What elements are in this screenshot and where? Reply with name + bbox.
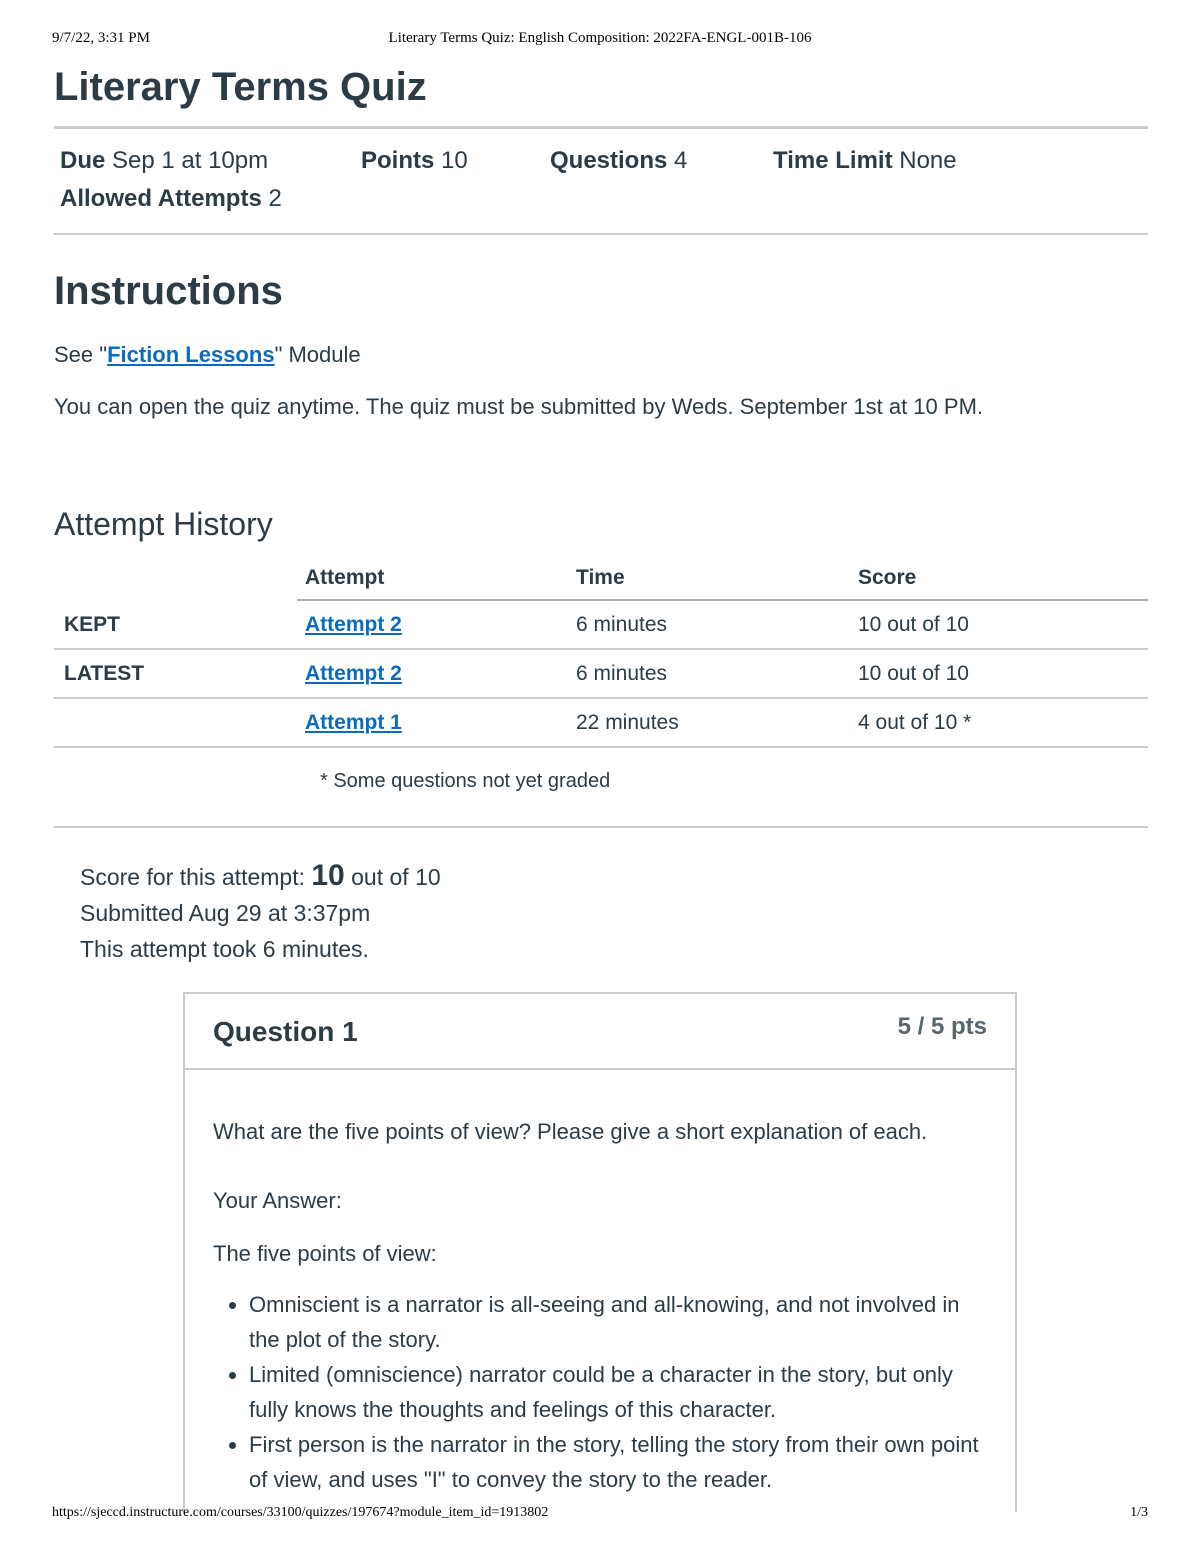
column-header-status [54, 557, 297, 600]
print-header [52, 30, 1148, 50]
due-value: Sep 1 at 10pm [112, 147, 269, 174]
attempt-score: 10 out of 10 [858, 649, 1148, 698]
allowed-attempts-value: 2 [268, 185, 282, 212]
column-header-time: Time [576, 557, 858, 600]
due-detail [60, 147, 268, 175]
time-limit-value: None [899, 147, 957, 174]
due-label: Due [60, 147, 106, 174]
answer-intro: The five points of view: [213, 1241, 437, 1266]
print-date: 9/7/22, 3:31 PM [52, 30, 150, 46]
attempt-link[interactable]: Attempt 2 [305, 612, 402, 636]
grading-note: * Some questions not yet graded [320, 770, 611, 792]
your-answer-label: Your Answer: [213, 1188, 342, 1213]
attempt-status [54, 698, 297, 747]
fiction-lessons-link[interactable]: Fiction Lessons [107, 342, 275, 367]
score-suffix: out of 10 [344, 864, 441, 890]
table-row [54, 649, 1148, 698]
points-value: 10 [441, 147, 468, 174]
question-points: 5 / 5 pts [897, 1013, 987, 1040]
attempt-history-table [54, 557, 1148, 748]
attempt-cell [297, 649, 576, 698]
print-footer [52, 1505, 1148, 1525]
quiz-content [54, 62, 1148, 967]
time-limit-label: Time Limit [773, 147, 893, 174]
attempt-time: 22 minutes [576, 698, 858, 747]
attempt-history-title: Attempt History [54, 506, 273, 542]
allowed-attempts-detail [60, 185, 282, 213]
history-divider [54, 826, 1148, 828]
print-page-title: Literary Terms Quiz: English Composition: 2022FA-ENGL-001B-106 [388, 30, 812, 46]
attempt-status: LATEST [54, 649, 297, 698]
instructions-line-1-suffix: " Module [274, 342, 361, 367]
question-1 [183, 992, 1017, 1512]
attempt-cell [297, 698, 576, 747]
answer-list [213, 1287, 987, 1497]
question-title: Question 1 [213, 1016, 358, 1047]
score-value: 10 [311, 859, 345, 892]
table-header-row [54, 557, 1148, 600]
list-item: • Limited (omniscience) narrator could be a character in the story, but only fully knows the thoughts and feelings of this character. [249, 1357, 987, 1427]
page-title: Literary Terms Quiz [54, 65, 427, 109]
instructions-title: Instructions [54, 269, 283, 313]
attempt-status: KEPT [54, 600, 297, 649]
questions-value: 4 [674, 147, 688, 174]
attempt-time: 6 minutes [576, 600, 858, 649]
points-detail [361, 147, 468, 175]
table-row [54, 600, 1148, 649]
column-header-attempt: Attempt [297, 557, 576, 600]
question-body [185, 1070, 1015, 1497]
attempt-score: 10 out of 10 [858, 600, 1148, 649]
attempt-time: 6 minutes [576, 649, 858, 698]
score-prefix: Score for this attempt: [80, 864, 312, 890]
instructions-line-1-prefix: See " [54, 342, 108, 367]
details-divider [54, 233, 1148, 235]
time-limit-detail [773, 147, 957, 175]
attempt-link[interactable]: Attempt 1 [305, 710, 402, 734]
question-header [185, 994, 1015, 1070]
attempt-link[interactable]: Attempt 2 [305, 661, 402, 685]
attempt-score-line [80, 858, 1148, 895]
table-row [54, 698, 1148, 747]
question-text: What are the five points of view? Please give a short explanation of each. [213, 1119, 928, 1144]
submitted-line: Submitted Aug 29 at 3:37pm [80, 900, 371, 926]
attempt-cell [297, 600, 576, 649]
print-url: https://sjeccd.instructure.com/courses/33100/quizzes/197674?module_item_id=1913802 [52, 1505, 549, 1520]
quiz-details [54, 129, 1148, 233]
column-header-score: Score [858, 557, 1148, 600]
instructions-line-2: You can open the quiz anytime. The quiz must be submitted by Weds. September 1st at 10 PM. [54, 394, 984, 419]
instructions-line-1 [54, 341, 1148, 369]
list-item: • Omniscient is a narrator is all-seeing and all-knowing, and not involved in the plot of the story. [249, 1287, 987, 1357]
allowed-attempts-label: Allowed Attempts [60, 185, 262, 212]
list-item: • First person is the narrator in the story, telling the story from their own point of view, and uses "I" to convey the story to the reader. [249, 1427, 987, 1497]
score-summary [80, 858, 1148, 967]
questions-detail [550, 147, 687, 175]
points-label: Points [361, 147, 435, 174]
duration-line: This attempt took 6 minutes. [80, 936, 369, 962]
questions-label: Questions [550, 147, 668, 174]
attempt-score: 4 out of 10 * [858, 698, 1148, 747]
page-number: 1/3 [1130, 1505, 1148, 1520]
